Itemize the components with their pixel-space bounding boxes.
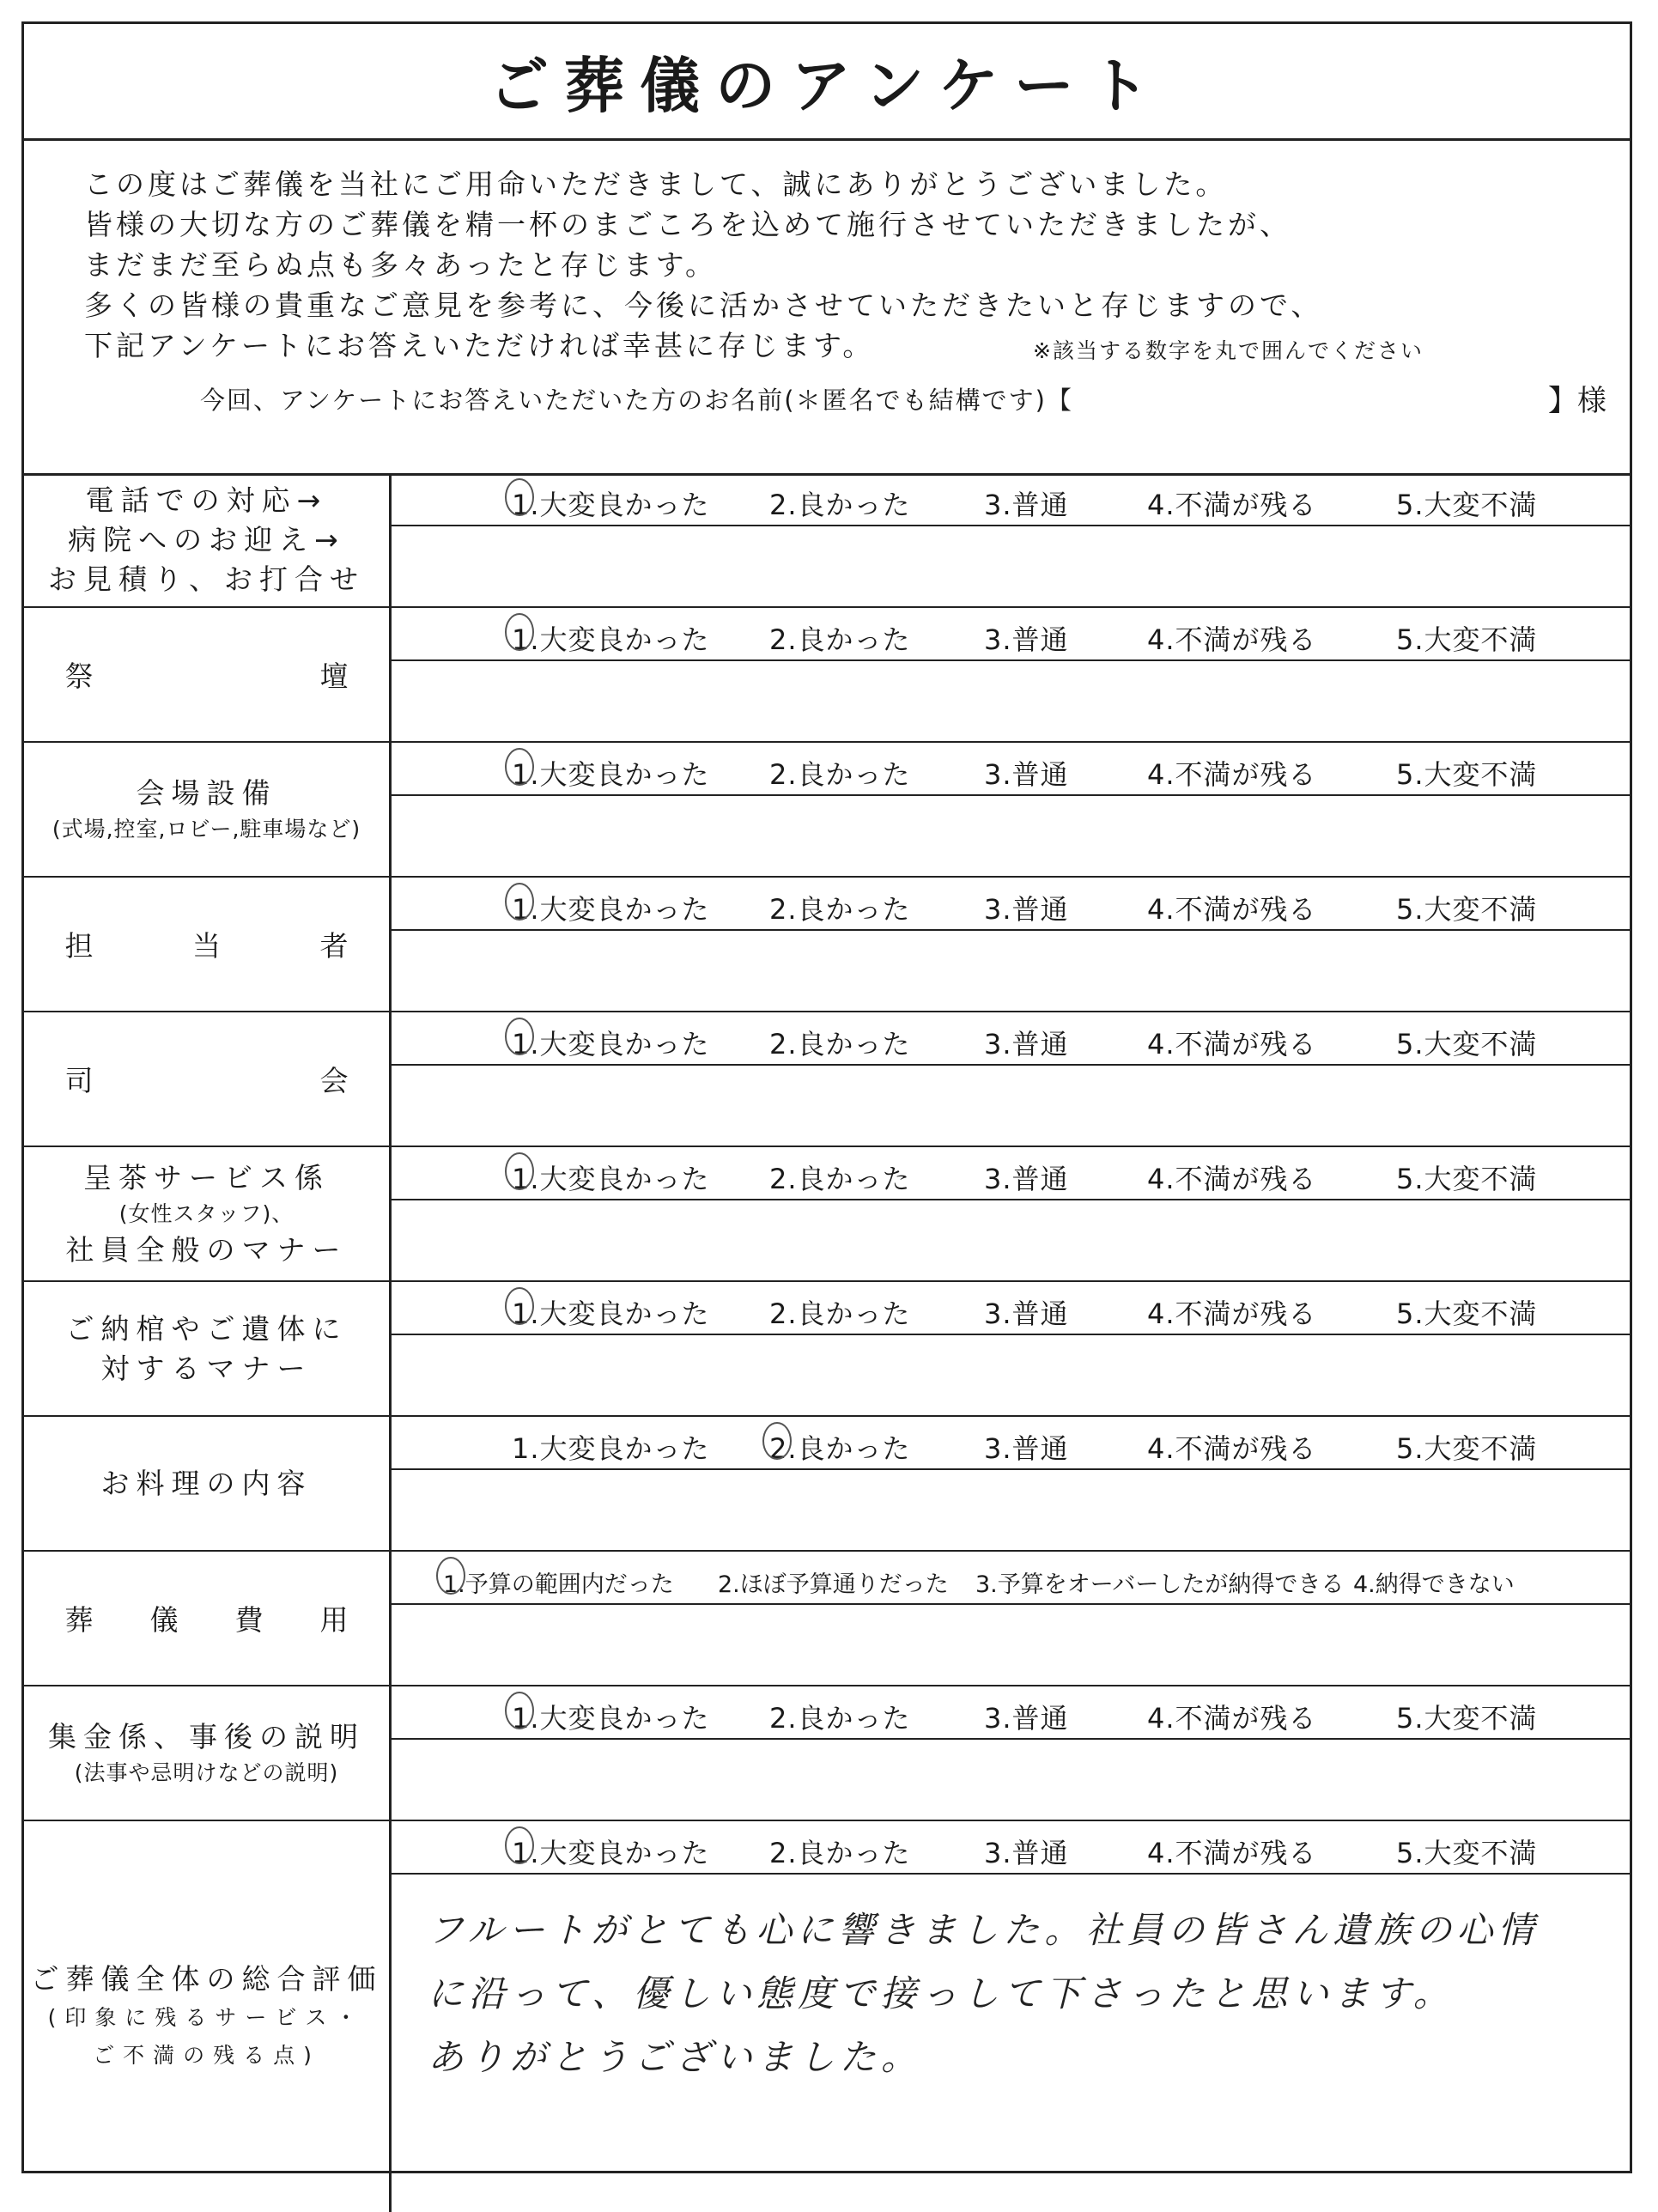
survey-row (24, 878, 1630, 1012)
selected-circle-mark (762, 1422, 792, 1460)
rating-option[interactable]: 4.不満が残る (1147, 623, 1317, 656)
rating-options (392, 473, 1630, 526)
rating-options (392, 1821, 1630, 1875)
rating-option[interactable]: 5.大変不満 (1396, 1702, 1538, 1735)
rating-option[interactable]: 2.良かった (769, 1837, 911, 1869)
intro-section (24, 138, 1630, 476)
rating-option[interactable]: 1.予算の範囲内だった (443, 1571, 674, 1598)
rating-option[interactable]: 5.大変不満 (1396, 1297, 1538, 1330)
rating-option[interactable]: 4.不満が残る (1147, 1837, 1317, 1869)
question-label (24, 743, 392, 876)
rating-option[interactable]: 1.大変良かった (512, 1163, 710, 1195)
rating-option[interactable]: 4.不満が残る (1147, 1163, 1317, 1195)
rating-options (392, 743, 1630, 796)
question-label-line: 会場設備 (136, 775, 277, 810)
survey-row (24, 473, 1630, 608)
rating-options (392, 1417, 1630, 1470)
rating-option[interactable]: 5.大変不満 (1396, 758, 1538, 791)
rating-option[interactable]: 3.普通 (984, 1163, 1069, 1195)
selected-circle-mark (505, 1287, 534, 1325)
question-label (24, 1012, 392, 1146)
selected-circle-mark (505, 1692, 534, 1729)
question-label-line: 呈茶サービス係 (83, 1160, 330, 1194)
rating-option[interactable]: 1.大変良かった (512, 489, 710, 521)
question-char: 司 (64, 1064, 94, 1097)
question-label-text (65, 1059, 349, 1099)
selected-circle-mark (505, 478, 534, 516)
rating-option[interactable]: 2.良かった (769, 893, 911, 926)
rating-option[interactable]: 3.普通 (984, 489, 1069, 521)
survey-row (24, 743, 1630, 878)
survey-row (24, 1821, 1630, 2212)
rating-option[interactable]: 1.大変良かった (512, 1297, 710, 1330)
intro-line: 多くの皆様の貴重なご意見を参考に、今後に活かさせていただきたいと存じますので、 (84, 289, 1323, 322)
survey-row (24, 1686, 1630, 1821)
intro-line: 皆様の大切な方のご葬儀を精一杯のまごころを込めて施行させていただきましたが、 (84, 208, 1291, 241)
rating-option[interactable]: 5.大変不満 (1396, 623, 1538, 656)
rating-option[interactable]: 2.良かった (769, 1297, 911, 1330)
question-char: 壇 (319, 659, 349, 693)
rating-option[interactable]: 2.良かった (769, 489, 911, 521)
rating-options (392, 1012, 1630, 1066)
survey-row (24, 1012, 1630, 1147)
question-label-line: お見積り、お打合せ (48, 562, 365, 596)
question-label-text (65, 1598, 349, 1638)
rating-option[interactable]: 3.予算をオーバーしたが納得できる (975, 1571, 1345, 1598)
rating-options (392, 1552, 1630, 1605)
rating-option[interactable]: 2.良かった (769, 1028, 911, 1060)
question-sublabel: (法事や忌明けなどの説明) (74, 1759, 339, 1785)
rating-option[interactable]: 2.良かった (769, 623, 911, 656)
survey-row (24, 1282, 1630, 1417)
handwritten-comment-line: フルートがとても心に響きました。社員の皆さん遺族の心情 (428, 1909, 1540, 1951)
rating-option[interactable]: 3.普通 (984, 1028, 1069, 1060)
question-char: 者 (319, 929, 349, 963)
question-char: 儀 (149, 1603, 179, 1637)
rating-option[interactable]: 4.不満が残る (1147, 489, 1317, 521)
question-label (24, 1686, 392, 1820)
question-label (24, 1282, 392, 1415)
question-char: 会 (319, 1064, 349, 1097)
rating-options (392, 878, 1630, 931)
question-char: 当 (192, 929, 221, 963)
selected-circle-mark (505, 1826, 534, 1864)
rating-option[interactable]: 3.普通 (984, 1702, 1069, 1735)
rating-option[interactable]: 5.大変不満 (1396, 1837, 1538, 1869)
question-label-line: 電話での対応→ (85, 483, 328, 517)
question-label-line: お料理の内容 (100, 1466, 313, 1500)
rating-option[interactable]: 5.大変不満 (1396, 893, 1538, 926)
rating-option[interactable]: 2.ほぼ予算通りだった (718, 1571, 949, 1598)
rating-option[interactable]: 3.普通 (984, 1432, 1069, 1465)
question-sublabel: ご不満の残る点) (93, 2042, 320, 2068)
rating-option[interactable]: 1.大変良かった (512, 758, 710, 791)
question-label (24, 1417, 392, 1550)
survey-row (24, 608, 1630, 743)
question-label (24, 1552, 392, 1685)
intro-line: 下記アンケートにお答えいただければ幸甚に存じます。 (84, 329, 875, 362)
survey-sheet (21, 21, 1632, 2173)
selected-circle-mark (505, 883, 534, 921)
question-label-line: 集金係、事後の説明 (48, 1719, 365, 1753)
rating-option[interactable]: 5.大変不満 (1396, 1028, 1538, 1060)
question-label (24, 473, 392, 606)
question-char: 葬 (64, 1603, 94, 1637)
question-char: 担 (64, 929, 94, 963)
question-sublabel: (印象に残るサービス・ (47, 2004, 366, 2030)
selected-circle-mark (505, 613, 534, 651)
question-char: 用 (319, 1603, 349, 1637)
rating-option[interactable]: 3.普通 (984, 1837, 1069, 1869)
rating-option[interactable]: 1.大変良かった (512, 1702, 710, 1735)
question-label (24, 878, 392, 1011)
rating-option[interactable]: 5.大変不満 (1396, 1163, 1538, 1195)
rating-option[interactable]: 4.納得できない (1353, 1571, 1515, 1598)
rating-option[interactable]: 4.不満が残る (1147, 1028, 1317, 1060)
rating-option[interactable]: 4.不満が残る (1147, 893, 1317, 926)
rating-options (392, 1282, 1630, 1335)
selected-circle-mark (505, 1152, 534, 1190)
rating-option[interactable]: 1.大変良かった (512, 1432, 710, 1465)
question-label-text (65, 924, 349, 964)
instruction-note: ※該当する数字を丸で囲んでください (1033, 338, 1424, 363)
survey-row (24, 1417, 1630, 1552)
intro-line: この度はご葬儀を当社にご用命いただきまして、誠にありがとうございました。 (84, 167, 1228, 201)
question-label-line: 対するマナー (100, 1351, 313, 1385)
question-label-line: 病院へのお迎え→ (68, 522, 345, 556)
respondent-name-label: 今回、アンケートにお答えいただいた方のお名前(＊匿名でも結構です)【 (200, 386, 1073, 415)
question-label-text (65, 654, 349, 695)
rating-option[interactable]: 1.大変良かった (512, 623, 710, 656)
question-char: 祭 (64, 659, 94, 693)
rating-option[interactable]: 3.普通 (984, 758, 1069, 791)
rating-option[interactable]: 5.大変不満 (1396, 489, 1538, 521)
selected-circle-mark (505, 1018, 534, 1055)
question-label-line: 社員全般のマナー (65, 1232, 348, 1267)
question-label (24, 608, 392, 741)
question-sublabel: (女性スタッフ)、 (118, 1200, 295, 1226)
rating-option[interactable]: 4.不満が残る (1147, 1432, 1317, 1465)
intro-line: まだまだ至らぬ点も多々あったと存じます。 (84, 248, 718, 282)
rating-option[interactable]: 4.不満が残る (1147, 758, 1317, 791)
rating-option[interactable]: 3.普通 (984, 1297, 1069, 1330)
rating-option[interactable]: 2.良かった (769, 1432, 911, 1465)
rating-options (392, 1147, 1630, 1200)
selected-circle-mark (505, 748, 534, 786)
rating-option[interactable]: 4.不満が残る (1147, 1297, 1317, 1330)
handwritten-comment (428, 1899, 1539, 2089)
question-label-line: ご納棺やご遺体に (65, 1311, 348, 1346)
rating-option[interactable]: 2.良かった (769, 1702, 911, 1735)
question-char: 費 (234, 1603, 264, 1637)
rating-option[interactable]: 3.普通 (984, 893, 1069, 926)
rating-option[interactable]: 1.大変良かった (512, 893, 710, 926)
page-title: ご葬儀のアンケート (489, 51, 1165, 121)
rating-option[interactable]: 3.普通 (984, 623, 1069, 656)
survey-row (24, 1147, 1630, 1282)
title-band (24, 24, 1630, 141)
rating-options (392, 608, 1630, 661)
selected-circle-mark (436, 1557, 465, 1595)
question-label (24, 1821, 392, 2212)
rating-option[interactable]: 1.大変良かった (512, 1028, 710, 1060)
rating-option[interactable]: 2.良かった (769, 758, 911, 791)
question-label-line: ご葬儀全体の総合評価 (30, 1961, 383, 1996)
rating-option[interactable]: 5.大変不満 (1396, 1432, 1538, 1465)
handwritten-comment-line: に沿って、優しい態度で接っして下さったと思います。 (428, 1972, 1455, 2014)
survey-row (24, 1552, 1630, 1686)
rating-option[interactable]: 1.大変良かった (512, 1837, 710, 1869)
handwritten-comment-line: ありがとうございました。 (428, 2036, 923, 2078)
respondent-name-suffix: 】様 (1548, 384, 1606, 418)
rating-options (392, 1686, 1630, 1740)
rating-option[interactable]: 4.不満が残る (1147, 1702, 1317, 1735)
question-label (24, 1147, 392, 1280)
question-sublabel: (式場,控室,ロビー,駐車場など) (52, 816, 361, 842)
rating-option[interactable]: 2.良かった (769, 1163, 911, 1195)
